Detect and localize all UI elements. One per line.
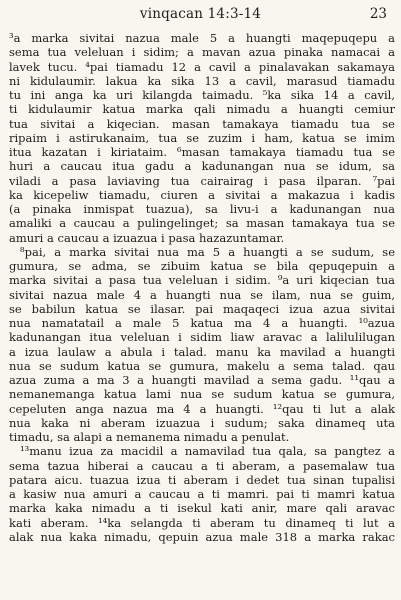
text-line: marka kaka nimadu a ti isekul kati anir, mare qali aravac — [9, 501, 395, 516]
text-line: huri a caucau itua gadu a kadunangan nua se idum, sa — [9, 159, 395, 174]
text-line: alak nua kaka nimadu, qepuin azua male 318 a marka rakac — [9, 529, 395, 544]
text-line: itua kazatan i kiriataim. ⁶masan tamakaya tiamadu tua se — [9, 145, 395, 159]
text-line: sivitai nazua male 4 a huangti nua se ilam, nua se guim, — [9, 287, 395, 302]
text-line: a kasiw nua amuri a caucau a ti mamri. pai ti mamri katua — [9, 487, 395, 501]
text-line: (a pinaka inmispat tuazua), sa livu-i a kadunangan nua — [9, 202, 395, 216]
text-line: nua kaka ni aberam izuazua i sudum; saka dinameq uta — [9, 415, 395, 430]
text-line: marka sivitai a pasa tua veleluan i sidim. ⁹a uri kiqecian tua — [9, 273, 395, 288]
text-line: ni kidulaumir. lakua ka sika 13 a cavil, marasud tiamadu — [9, 73, 395, 88]
text-line: azua zuma a ma 3 a huangti mavilad a sema gadu. ¹¹qau a — [9, 373, 395, 387]
text-line: amuri a caucau a izuazua i pasa hazazuntamar. — [9, 230, 285, 245]
text-line: gumura, se adma, se zibuim katua se bila qepuqepuin a — [9, 259, 395, 273]
text-line: patara aicu. tuazua izua ti aberam i dedet tua sinan tupalisi — [9, 472, 395, 487]
text-line: ¹³manu izua za macidil a namavilad tua qala, sa pangtez a — [20, 444, 395, 459]
text-line: nua namatatail a male 5 katua ma 4 a huangti. ¹⁰azua — [9, 316, 395, 330]
text-line: ³a marka sivitai nazua male 5 a huangti maqepuqepu a — [9, 31, 395, 45]
text-line: ka kicepeliw tiamadu, ciuren a sivitai a makazua i kadis — [9, 187, 395, 202]
text-line: sema tua veleluan i sidim; a mavan azua pinaka namacai a — [9, 45, 395, 60]
running-title: vinqacan 14:3-14 — [139, 6, 262, 22]
body-text — [9, 31, 395, 544]
text-line: sema tazua hiberai a caucau a ti aberam, a pasemalaw tua — [9, 458, 395, 473]
text-line: tua sivitai a kiqecian. masan tamakaya tiamadu tua se — [9, 116, 395, 131]
text-line: timadu, sa alapi a nemanema nimadu a penulat. — [9, 430, 290, 444]
text-line: kadunangan itua veleluan i sidim liaw aravac a lalilulilugan — [9, 330, 395, 345]
text-line: ripaim i astirukanaim, tua se zuzim i ham, katua se imim — [9, 130, 395, 145]
text-line: viladi a pasa laviaving tua cairairag i pasa ilparan. ⁷pai — [9, 173, 395, 188]
text-line: amaliki a caucau a pulingelinget; sa masan tamakaya tua se — [9, 216, 395, 231]
text-line: ti kidulaumir katua marka qali nimadu a huangti cemiur — [9, 102, 395, 117]
text-line: nemanemanga katua lami nua se sudum katua se gumura, — [9, 387, 395, 402]
page-header — [0, 6, 401, 26]
text-line: nua se sudum katua se gumura, makelu a sema talad. qau — [9, 358, 395, 373]
text-line: lavek tucu. ⁴pai tiamadu 12 a cavil a pinalavakan sakamaya — [9, 59, 395, 74]
text-line: cepeluten anga nazua ma 4 a huangti. ¹²qau ti lut a alak — [9, 401, 395, 416]
text-line: tu ini anga ka uri kilangda taimadu. ⁵ka sika 14 a cavil, — [9, 88, 395, 102]
text-line: a izua laulaw a abula i talad. manu ka mavilad a huangti — [9, 344, 395, 359]
page-number: 23 — [369, 6, 387, 22]
text-line: ⁸pai, a marka sivitai nua ma 5 a huangti a se sudum, se — [20, 244, 395, 259]
text-line: kati aberam. ¹⁴ka selangda ti aberam tu dinameq ti lut a — [9, 515, 395, 530]
text-line: se babilun katua se ilasar. pai maqaqeci izua azua sivitai — [9, 301, 395, 316]
